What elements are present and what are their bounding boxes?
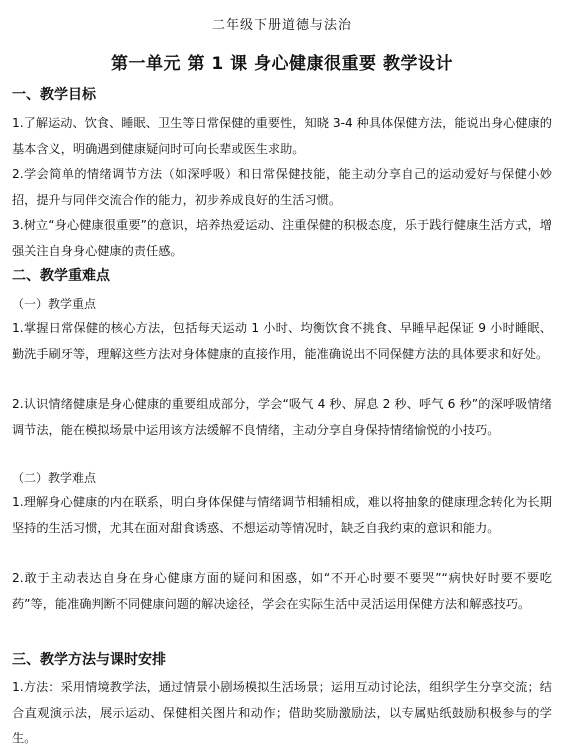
key-point-item-1: 1.掌握日常保健的核心方法，包括每天运动 1 小时、均衡饮食不挑食、早睡早起保证 9 小时睡眠、勤洗手刷牙等，理解这些方法对身体健康的直接作用，能准确说出不同保健方法的具体要求和好处。	[12, 321, 552, 361]
subsection-heading-difficult: （二）教学难点	[12, 471, 97, 485]
section-heading-objectives: 一、教学目标	[12, 87, 96, 103]
difficult-point-item-1: 1.理解身心健康的内在联系，明白身体保健与情绪调节相辅相成，难以将抽象的健康理念转化为长期坚持的生活习惯，尤其在面对甜食诱惑、不想运动等情况时，缺乏自我约束的意识和能力。	[12, 495, 552, 535]
difficult-point-item-2: 2.敢于主动表达自身在身心健康方面的疑问和困惑，如“不开心时要不要哭”“病快好时要不要吃药”等，能准确判断不同健康问题的解决途径，学会在实际生活中灵活运用保健方法和解惑技巧。	[12, 571, 552, 611]
objective-item-1: 1.了解运动、饮食、睡眠、卫生等日常保健的重要性，知晓 3-4 种具体保健方法，能说出身心健康的基本含义，明确遇到健康疑问时可向长辈或医生求助。	[12, 116, 552, 156]
subsection-heading-key: （一）教学重点	[12, 297, 97, 311]
document-title: 第一单元 第 1 课 身心健康很重要 教学设计	[111, 54, 453, 74]
section-heading-key-points: 二、教学重难点	[12, 268, 110, 284]
document-header: 二年级下册道德与法治	[211, 18, 352, 33]
key-point-item-2: 2.认识情绪健康是身心健康的重要组成部分，学会“吸气 4 秒、屏息 2 秒、呼气 6 秒”的深呼吸情绪调节法，能在模拟场景中运用该方法缓解不良情绪，主动分享自身保持情绪愉悦的小技巧。	[12, 397, 552, 437]
objective-item-2: 2.学会简单的情绪调节方法（如深呼吸）和日常保健技能，能主动分享自己的运动爱好与保健小妙招，提升与同伴交流合作的能力，初步养成良好的生活习惯。	[12, 167, 552, 207]
objective-item-3: 3.树立“身心健康很重要”的意识，培养热爱运动、注重保健的积极态度，乐于践行健康生活方式，增强关注自身身心健康的责任感。	[12, 218, 552, 258]
method-item-1: 1.方法：采用情境教学法，通过情景小剧场模拟生活场景；运用互动讨论法，组织学生分享交流；结合直观演示法，展示运动、保健相关图片和动作；借助奖励激励法，以专属贴纸鼓励积极参与的学生。	[12, 680, 552, 745]
section-heading-methods: 三、教学方法与课时安排	[12, 652, 166, 668]
